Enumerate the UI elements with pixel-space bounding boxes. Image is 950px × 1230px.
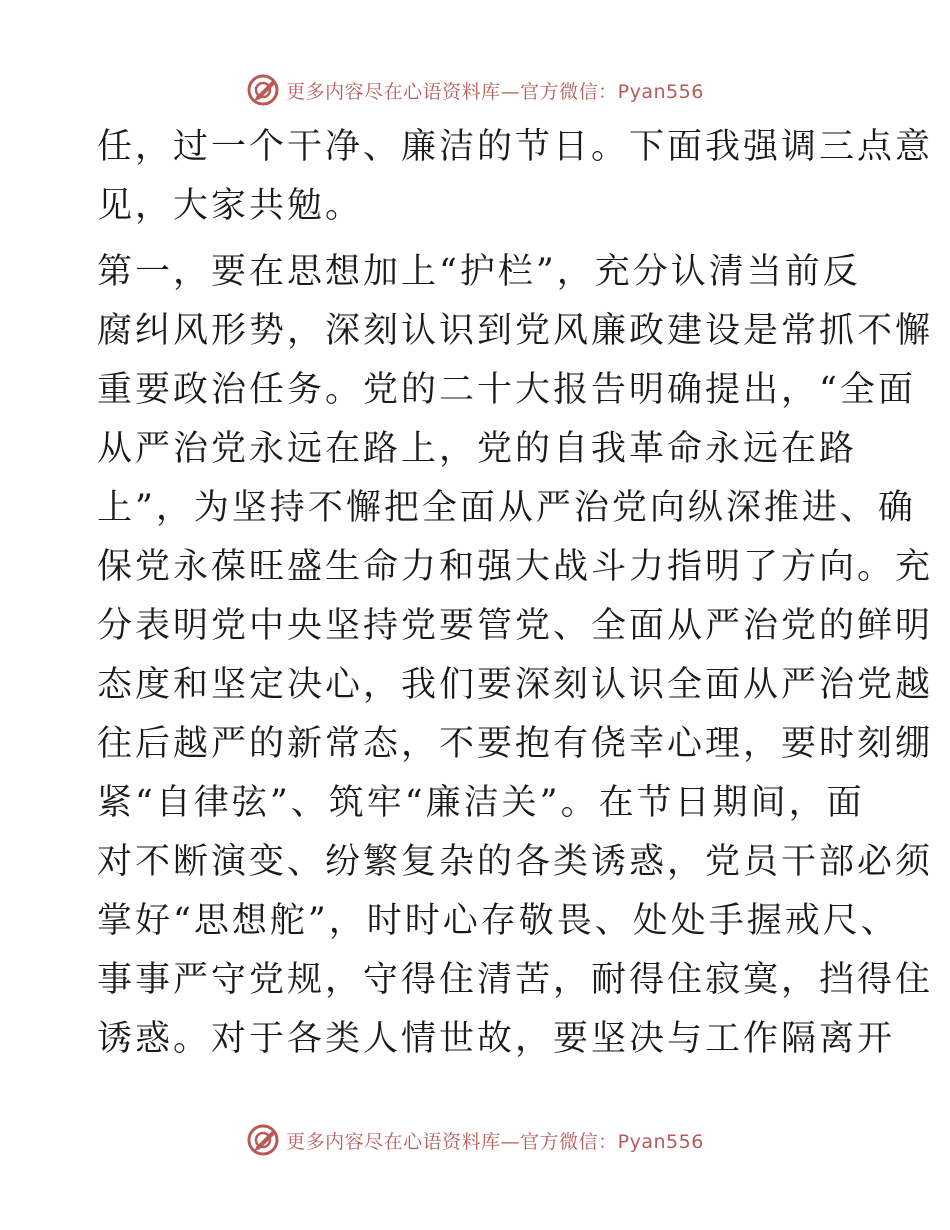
footer-banner (0, 1120, 950, 1160)
footer-banner-main: 更多内容尽在心语资料库—官方微信： (286, 1130, 618, 1153)
text-line: 保党永葆旺盛生命力和强大战斗力指明了方向。充 (97, 547, 934, 587)
text-line: 紧“自律弦”、筑牢“廉洁关”。在节日期间，面 (97, 783, 865, 823)
header-banner (0, 70, 950, 110)
text-line: 态度和坚定决心，我们要深刻认识全面从严治党越 (97, 665, 934, 705)
logo-icon (246, 73, 280, 107)
header-banner-text (286, 77, 704, 104)
footer-banner-text (286, 1127, 704, 1154)
text-line: 诱惑。对于各类人情世故，要坚决与工作隔离开 (97, 1019, 896, 1059)
text-line: 掌好“思想舵”，时时心存敬畏、处处手握戒尺、 (97, 901, 899, 941)
text-line: 重要政治任务。党的二十大报告明确提出，“全面 (97, 370, 916, 410)
text-line: 上”，为坚持不懈把全面从严治党向纵深推进、确 (97, 488, 916, 528)
text-line: 任，过一个干净、廉洁的节日。下面我强调三点意 (97, 127, 934, 167)
text-line: 往后越严的新常态，不要抱有侥幸心理，要时刻绷 (97, 724, 934, 764)
text-line: 分表明党中央坚持党要管党、全面从严治党的鲜明 (97, 606, 934, 646)
document-body (97, 118, 934, 1069)
text-line: 对不断演变、纷繁复杂的各类诱惑，党员干部必须 (97, 842, 934, 882)
text-line: 从严治党永远在路上，党的自我革命永远在路 (97, 429, 858, 469)
text-line: 事事严守党规，守得住清苦，耐得住寂寞，挡得住 (97, 960, 934, 1000)
header-wechat-id: Pyan556 (617, 80, 704, 103)
footer-wechat-id: Pyan556 (617, 1130, 704, 1153)
header-banner-main: 更多内容尽在心语资料库—官方微信： (286, 80, 618, 103)
paragraph-1 (97, 118, 934, 236)
logo-icon (246, 1123, 280, 1157)
text-line: 腐纠风形势，深刻认识到党风廉政建设是常抓不懈 (97, 311, 934, 351)
text-line: 见，大家共勉。 (97, 186, 364, 226)
paragraph-2 (97, 243, 934, 1069)
text-line: 第一，要在思想加上“护栏”，充分认清当前反 (97, 252, 861, 292)
